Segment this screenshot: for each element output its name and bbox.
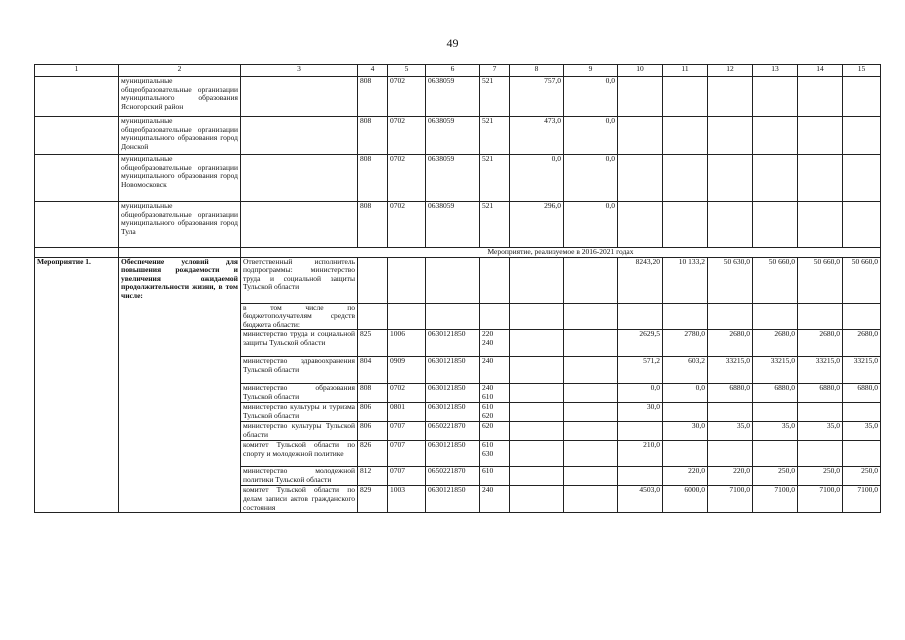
code-cell: 0630121850 bbox=[426, 330, 480, 357]
code-cell: 0630121850 bbox=[426, 486, 480, 513]
value-cell: 7100,0 bbox=[753, 486, 798, 513]
value-cell: 0,0 bbox=[564, 155, 618, 202]
column-header: 11 bbox=[663, 65, 708, 77]
value-cell bbox=[663, 303, 708, 330]
empty-cell bbox=[663, 155, 708, 202]
code-cell: 0650221870 bbox=[426, 467, 480, 486]
empty-cell bbox=[753, 117, 798, 155]
recipient-cell: муниципальные общеобразовательные организации муниципального образования город Тула bbox=[119, 202, 241, 248]
code-cell: 240 bbox=[480, 357, 510, 384]
value-cell: 50 660,0 bbox=[843, 257, 881, 303]
code-cell bbox=[426, 257, 480, 303]
empty-cell bbox=[798, 117, 843, 155]
code-cell: 0707 bbox=[388, 467, 426, 486]
value-cell: 296,0 bbox=[510, 202, 564, 248]
code-cell: 808 bbox=[358, 155, 388, 202]
value-cell: 35,0 bbox=[753, 422, 798, 441]
executor-cell: министерство культуры Тульской области bbox=[241, 422, 358, 441]
code-cell: 1006 bbox=[388, 330, 426, 357]
recipient-cell: муниципальные общеобразовательные организации муниципального образования город Донской bbox=[119, 117, 241, 155]
executor-cell: министерство молодежной политики Тульской области bbox=[241, 467, 358, 486]
value-cell: 250,0 bbox=[753, 467, 798, 486]
empty-cell bbox=[618, 202, 663, 248]
value-cell: 6880,0 bbox=[798, 384, 843, 403]
column-header: 3 bbox=[241, 65, 358, 77]
empty-cell bbox=[753, 77, 798, 117]
value-cell bbox=[798, 441, 843, 467]
empty-cell bbox=[618, 77, 663, 117]
executor-cell bbox=[241, 155, 358, 202]
value-cell bbox=[564, 403, 618, 422]
value-cell: 10 133,2 bbox=[663, 257, 708, 303]
value-cell bbox=[510, 357, 564, 384]
code-cell: 240 610 bbox=[480, 384, 510, 403]
code-cell: 804 bbox=[358, 357, 388, 384]
value-cell: 6880,0 bbox=[843, 384, 881, 403]
value-cell: 33215,0 bbox=[798, 357, 843, 384]
section-title-row bbox=[35, 248, 881, 258]
code-cell bbox=[480, 257, 510, 303]
value-cell: 35,0 bbox=[843, 422, 881, 441]
value-cell: 50 660,0 bbox=[753, 257, 798, 303]
empty-cell bbox=[35, 117, 119, 155]
code-cell: 521 bbox=[480, 155, 510, 202]
value-cell: 2780,0 bbox=[663, 330, 708, 357]
column-header: 9 bbox=[564, 65, 618, 77]
code-cell: 521 bbox=[480, 202, 510, 248]
executor-cell bbox=[241, 202, 358, 248]
empty-cell bbox=[798, 202, 843, 248]
value-cell: 0,0 bbox=[618, 384, 663, 403]
value-cell bbox=[753, 303, 798, 330]
column-header: 2 bbox=[119, 65, 241, 77]
code-cell: 0638059 bbox=[426, 155, 480, 202]
value-cell bbox=[564, 441, 618, 467]
value-cell: 2680,0 bbox=[798, 330, 843, 357]
empty-cell bbox=[618, 117, 663, 155]
code-cell: 620 bbox=[480, 422, 510, 441]
value-cell bbox=[618, 303, 663, 330]
value-cell: 35,0 bbox=[708, 422, 753, 441]
value-cell bbox=[510, 422, 564, 441]
empty-cell bbox=[753, 155, 798, 202]
executor-cell: комитет Тульской области по спорту и молодежной политике bbox=[241, 441, 358, 467]
value-cell bbox=[564, 303, 618, 330]
value-cell bbox=[564, 422, 618, 441]
value-cell: 220,0 bbox=[708, 467, 753, 486]
value-cell: 2680,0 bbox=[753, 330, 798, 357]
code-cell: 829 bbox=[358, 486, 388, 513]
code-cell: 0638059 bbox=[426, 77, 480, 117]
executor-cell bbox=[241, 77, 358, 117]
executor-cell: в том числе по бюджетополучателям средств бюджета области: bbox=[241, 303, 358, 330]
executor-cell: министерство образования Тульской области bbox=[241, 384, 358, 403]
code-cell bbox=[480, 303, 510, 330]
value-cell: 210,0 bbox=[618, 441, 663, 467]
value-cell: 250,0 bbox=[843, 467, 881, 486]
value-cell bbox=[510, 384, 564, 403]
executor-cell: министерство труда и социальной защиты Тульской области bbox=[241, 330, 358, 357]
value-cell: 0,0 bbox=[663, 384, 708, 403]
empty-cell bbox=[843, 155, 881, 202]
empty-cell bbox=[663, 202, 708, 248]
value-cell bbox=[564, 330, 618, 357]
empty-cell bbox=[798, 155, 843, 202]
value-cell bbox=[510, 467, 564, 486]
empty-cell bbox=[843, 202, 881, 248]
value-cell: 7100,0 bbox=[798, 486, 843, 513]
value-cell bbox=[708, 303, 753, 330]
table-row bbox=[35, 155, 881, 202]
column-header: 10 bbox=[618, 65, 663, 77]
value-cell: 30,0 bbox=[618, 403, 663, 422]
value-cell: 8243,20 bbox=[618, 257, 663, 303]
table-row bbox=[35, 202, 881, 248]
value-cell: 7100,0 bbox=[708, 486, 753, 513]
table-row bbox=[35, 77, 881, 117]
value-cell: 33215,0 bbox=[753, 357, 798, 384]
executor-cell: министерство культуры и туризма Тульской области bbox=[241, 403, 358, 422]
value-cell: 0,0 bbox=[564, 117, 618, 155]
code-cell: 0702 bbox=[388, 77, 426, 117]
executor-cell: министерство здравоохранения Тульской области bbox=[241, 357, 358, 384]
code-cell bbox=[388, 303, 426, 330]
code-cell: 610 630 bbox=[480, 441, 510, 467]
value-cell: 0,0 bbox=[564, 77, 618, 117]
empty-cell bbox=[35, 77, 119, 117]
executor-cell: комитет Тульской области по делам записи актов гражданского состояния bbox=[241, 486, 358, 513]
empty-cell bbox=[843, 77, 881, 117]
code-cell: 0638059 bbox=[426, 202, 480, 248]
code-cell: 240 bbox=[480, 486, 510, 513]
value-cell: 0,0 bbox=[510, 155, 564, 202]
value-cell: 50 630,0 bbox=[708, 257, 753, 303]
value-cell bbox=[708, 403, 753, 422]
value-cell bbox=[564, 467, 618, 486]
empty-cell bbox=[663, 117, 708, 155]
code-cell: 0909 bbox=[388, 357, 426, 384]
empty-cell bbox=[708, 77, 753, 117]
measure-description: Обеспечение условий для повышения рождаемости и увеличения ожидаемой продолжительности жизни, в том числе: bbox=[119, 257, 241, 513]
empty-cell bbox=[119, 248, 241, 258]
code-cell: 220 240 bbox=[480, 330, 510, 357]
code-cell: 0702 bbox=[388, 117, 426, 155]
value-cell bbox=[798, 303, 843, 330]
value-cell bbox=[618, 422, 663, 441]
code-cell: 812 bbox=[358, 467, 388, 486]
budget-table bbox=[34, 64, 881, 513]
code-cell: 610 620 bbox=[480, 403, 510, 422]
code-cell: 826 bbox=[358, 441, 388, 467]
code-cell: 808 bbox=[358, 202, 388, 248]
section-title: Мероприятие, реализуемое в 2016-2021 годах bbox=[241, 248, 881, 258]
code-cell: 806 bbox=[358, 403, 388, 422]
value-cell bbox=[564, 357, 618, 384]
column-header: 13 bbox=[753, 65, 798, 77]
empty-cell bbox=[35, 155, 119, 202]
value-cell bbox=[510, 257, 564, 303]
measure-label: Мероприятие 1. bbox=[35, 257, 119, 513]
value-cell bbox=[510, 441, 564, 467]
value-cell bbox=[843, 403, 881, 422]
empty-cell bbox=[708, 155, 753, 202]
value-cell: 33215,0 bbox=[708, 357, 753, 384]
value-cell bbox=[753, 403, 798, 422]
empty-cell bbox=[35, 248, 119, 258]
code-cell: 0702 bbox=[388, 155, 426, 202]
executor-cell bbox=[241, 117, 358, 155]
value-cell bbox=[564, 257, 618, 303]
value-cell bbox=[663, 403, 708, 422]
header-row bbox=[35, 65, 881, 77]
code-cell: 521 bbox=[480, 117, 510, 155]
value-cell bbox=[618, 467, 663, 486]
value-cell bbox=[798, 403, 843, 422]
column-header: 12 bbox=[708, 65, 753, 77]
value-cell bbox=[510, 330, 564, 357]
value-cell: 30,0 bbox=[663, 422, 708, 441]
column-header: 4 bbox=[358, 65, 388, 77]
code-cell: 521 bbox=[480, 77, 510, 117]
code-cell: 0630121850 bbox=[426, 384, 480, 403]
value-cell: 603,2 bbox=[663, 357, 708, 384]
recipient-cell: муниципальные общеобразовательные организации муниципального образования Ясногорский район bbox=[119, 77, 241, 117]
value-cell: 571,2 bbox=[618, 357, 663, 384]
column-header: 8 bbox=[510, 65, 564, 77]
code-cell: 0702 bbox=[388, 384, 426, 403]
empty-cell bbox=[708, 202, 753, 248]
code-cell: 825 bbox=[358, 330, 388, 357]
table-row bbox=[35, 117, 881, 155]
value-cell: 6000,0 bbox=[663, 486, 708, 513]
value-cell: 2629,5 bbox=[618, 330, 663, 357]
value-cell bbox=[753, 441, 798, 467]
code-cell bbox=[426, 303, 480, 330]
code-cell bbox=[358, 303, 388, 330]
empty-cell bbox=[663, 77, 708, 117]
empty-cell bbox=[618, 155, 663, 202]
recipient-cell: муниципальные общеобразовательные организации муниципального образования город Новомосковск bbox=[119, 155, 241, 202]
value-cell bbox=[564, 384, 618, 403]
code-cell: 806 bbox=[358, 422, 388, 441]
value-cell bbox=[510, 486, 564, 513]
value-cell: 757,0 bbox=[510, 77, 564, 117]
code-cell bbox=[388, 257, 426, 303]
value-cell: 473,0 bbox=[510, 117, 564, 155]
value-cell bbox=[510, 303, 564, 330]
value-cell bbox=[843, 303, 881, 330]
code-cell: 0707 bbox=[388, 422, 426, 441]
code-cell: 0630121850 bbox=[426, 441, 480, 467]
empty-cell bbox=[753, 202, 798, 248]
code-cell: 0707 bbox=[388, 441, 426, 467]
value-cell: 2680,0 bbox=[708, 330, 753, 357]
code-cell: 0630121850 bbox=[426, 403, 480, 422]
empty-cell bbox=[798, 77, 843, 117]
value-cell: 7100,0 bbox=[843, 486, 881, 513]
value-cell: 0,0 bbox=[564, 202, 618, 248]
table-row bbox=[35, 257, 881, 303]
code-cell: 0638059 bbox=[426, 117, 480, 155]
code-cell: 0702 bbox=[388, 202, 426, 248]
value-cell: 220,0 bbox=[663, 467, 708, 486]
column-header: 1 bbox=[35, 65, 119, 77]
code-cell: 808 bbox=[358, 77, 388, 117]
code-cell: 0801 bbox=[388, 403, 426, 422]
code-cell: 0630121850 bbox=[426, 357, 480, 384]
value-cell bbox=[708, 441, 753, 467]
column-header: 15 bbox=[843, 65, 881, 77]
value-cell: 6880,0 bbox=[708, 384, 753, 403]
value-cell: 6880,0 bbox=[753, 384, 798, 403]
value-cell bbox=[663, 441, 708, 467]
code-cell: 808 bbox=[358, 117, 388, 155]
code-cell: 1003 bbox=[388, 486, 426, 513]
value-cell: 250,0 bbox=[798, 467, 843, 486]
value-cell bbox=[564, 486, 618, 513]
value-cell bbox=[510, 403, 564, 422]
value-cell: 33215,0 bbox=[843, 357, 881, 384]
code-cell: 0650221870 bbox=[426, 422, 480, 441]
code-cell bbox=[358, 257, 388, 303]
page-number: 49 bbox=[446, 36, 459, 50]
column-header: 6 bbox=[426, 65, 480, 77]
code-cell: 808 bbox=[358, 384, 388, 403]
empty-cell bbox=[843, 117, 881, 155]
executor-cell: Ответственный исполнитель подпрограммы: министерство труда и социальной защиты Тульской области bbox=[241, 257, 358, 303]
value-cell: 35,0 bbox=[798, 422, 843, 441]
empty-cell bbox=[35, 202, 119, 248]
column-header: 7 bbox=[480, 65, 510, 77]
value-cell: 50 660,0 bbox=[798, 257, 843, 303]
code-cell: 610 bbox=[480, 467, 510, 486]
value-cell bbox=[843, 441, 881, 467]
value-cell: 4503,0 bbox=[618, 486, 663, 513]
value-cell: 2680,0 bbox=[843, 330, 881, 357]
column-header: 14 bbox=[798, 65, 843, 77]
empty-cell bbox=[708, 117, 753, 155]
column-header: 5 bbox=[388, 65, 426, 77]
